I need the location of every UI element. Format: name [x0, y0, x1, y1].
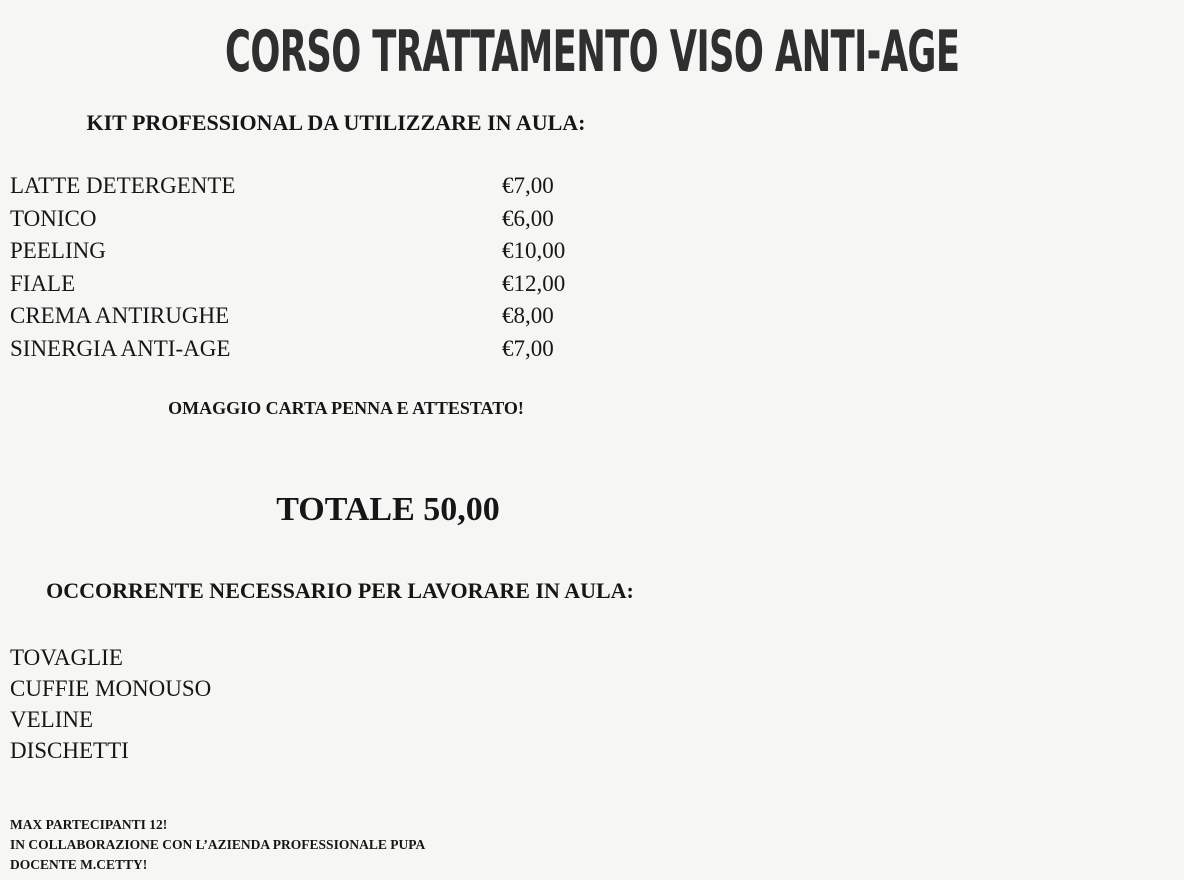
kit-heading: KIT PROFESSIONAL DA UTILIZZARE IN AULA:: [86, 110, 586, 135]
course-title-text: CORSO TRATTAMENTO VISO ANTI-AGE: [225, 19, 960, 85]
needed-item: CUFFIE MONOUSO: [10, 676, 212, 701]
needed-item: TOVAGLIE: [10, 645, 123, 670]
kit-item: [10, 300, 630, 333]
kit-item-price: €8,00: [502, 303, 554, 328]
kit-item: [10, 235, 630, 268]
course-title: [0, 12, 960, 92]
kit-item: [10, 268, 630, 301]
kit-item-name: SINERGIA ANTI-AGE: [10, 335, 231, 361]
footer-line: MAX PARTECIPANTI 12!: [10, 817, 168, 832]
kit-item-price: €6,00: [502, 205, 554, 231]
kit-item-price: €12,00: [502, 270, 566, 296]
kit-item-name: TONICO: [10, 205, 97, 231]
kit-price-list: [10, 170, 630, 365]
kit-item: [10, 170, 630, 203]
kit-item: [10, 333, 630, 366]
kit-item: [10, 203, 630, 236]
footer-line: IN COLLABORAZIONE CON L’AZIENDA PROFESSIONALE PUPA: [10, 837, 426, 852]
kit-item-price: €10,00: [502, 238, 566, 263]
kit-item-name: FIALE: [10, 270, 76, 296]
footer-line: DOCENTE M.CETTY!: [10, 857, 148, 872]
kit-item-name: LATTE DETERGENTE: [10, 173, 236, 198]
gift-note: OMAGGIO CARTA PENNA E ATTESTATO!: [168, 398, 524, 418]
kit-item-price: €7,00: [502, 335, 554, 361]
needed-item: VELINE: [10, 707, 94, 732]
kit-item-name: CREMA ANTIRUGHE: [10, 303, 230, 328]
needed-items-list: [10, 642, 410, 766]
kit-item-name: PEELING: [10, 238, 106, 263]
footer-notes: [10, 815, 660, 875]
total-price: TOTALE 50,00: [276, 491, 500, 528]
needed-heading: OCCORRENTE NECESSARIO PER LAVORARE IN AULA:: [46, 578, 634, 603]
needed-item: DISCHETTI: [10, 738, 129, 763]
kit-item-price: €7,00: [502, 173, 554, 198]
